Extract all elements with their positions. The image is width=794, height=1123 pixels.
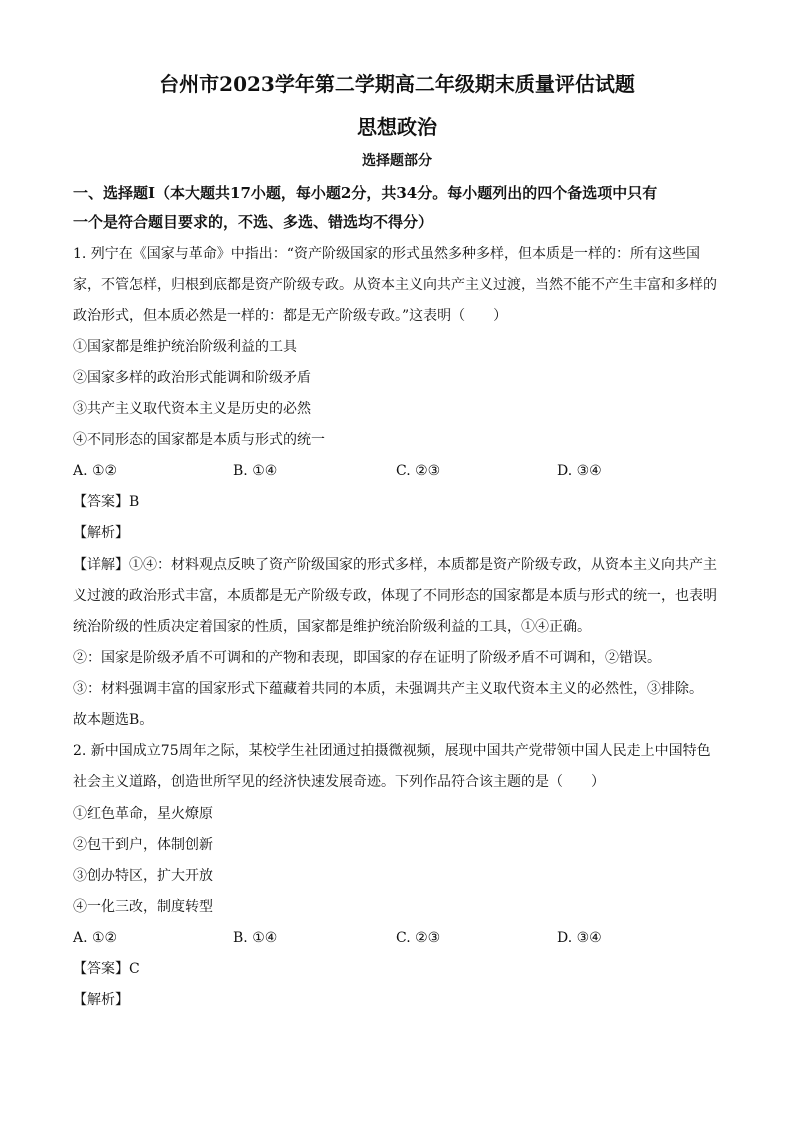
q2-stem-line: 社会主义道路，创造世所罕见的经济快速发展奇迹。下列作品符合该主题的是（ ）: [73, 774, 605, 790]
q1-detail-line: 【详解】①④：材料观点反映了资产阶级国家的形式多样，本质都是资产阶级专政，从资本主义向共产主: [73, 557, 717, 573]
q1-stem-line: 政治形式，但本质必然是一样的：都是无产阶级专政。”这表明（ ）: [73, 308, 508, 324]
q2-option-c: C. ②③: [396, 930, 441, 946]
q2-answer: 【答案】C: [73, 961, 140, 977]
q1-item: ②国家多样的政治形式能调和阶级矛盾: [73, 370, 311, 386]
q2-option-b: B. ①④: [233, 930, 278, 946]
q1-analysis-label: 【解析】: [73, 525, 129, 541]
q2-item: ④一化三改，制度转型: [73, 899, 213, 915]
q1-stem-line: 家，不管怎样，归根到底都是资产阶级专政。从资本主义向共产主义过渡，当然不能不产生丰富和多样的: [73, 277, 717, 293]
q1-detail-line: ③：材料强调丰富的国家形式下蕴藏着共同的本质，未强调共产主义取代资本主义的必然性，③排除。: [73, 681, 703, 697]
q2-item: ②包干到户，体制创新: [73, 837, 213, 853]
part-title: 选择题部分: [362, 153, 432, 169]
q1-item: ①国家都是维护统治阶级利益的工具: [73, 339, 297, 355]
q1-option-a: A. ①②: [73, 463, 118, 479]
section-heading-line2: 一个是符合题目要求的，不选、多选、错选均不得分）: [73, 213, 434, 231]
q1-option-b: B. ①④: [233, 463, 278, 479]
section-heading-line1: 一、选择题Ⅰ（本大题共17小题，每小题2分，共34分。每小题列出的四个备选项中只有: [73, 184, 658, 202]
q2-analysis-label: 【解析】: [73, 992, 129, 1008]
q2-item: ③创办特区，扩大开放: [73, 868, 213, 884]
q1-detail-line: ②：国家是阶级矛盾不可调和的产物和表现，即国家的存在证明了阶级矛盾不可调和，②错误。: [73, 650, 661, 666]
q1-item: ③共产主义取代资本主义是历史的必然: [73, 401, 311, 417]
q2-option-d: D. ③④: [557, 930, 602, 946]
q1-item: ④不同形态的国家都是本质与形式的统一: [73, 432, 325, 448]
q1-option-d: D. ③④: [557, 463, 602, 479]
q1-stem-line: 1. 列宁在《国家与革命》中指出：“资产阶级国家的形式虽然多种多样，但本质是一样的：所有这些国: [73, 246, 700, 262]
q1-conclusion: 故本题选B。: [73, 712, 154, 728]
q2-stem-line: 2. 新中国成立75周年之际，某校学生社团通过拍摄微视频，展现中国共产党带领中国人民走上中国特色: [73, 743, 711, 759]
q1-detail-line: 义过渡的政治形式丰富，本质都是无产阶级专政，体现了不同形态的国家都是本质与形式的统一，也表明: [73, 588, 717, 604]
q2-option-a: A. ①②: [73, 930, 118, 946]
exam-title: 台州市2023学年第二学期高二年级期末质量评估试题: [159, 72, 635, 96]
q1-option-c: C. ②③: [396, 463, 441, 479]
q1-detail-line: 统治阶级的性质决定着国家的性质，国家都是维护统治阶级利益的工具，①④正确。: [73, 619, 591, 635]
q1-answer: 【答案】B: [73, 494, 140, 510]
q2-item: ①红色革命，星火燎原: [73, 806, 213, 822]
subject-title: 思想政治: [357, 115, 437, 139]
